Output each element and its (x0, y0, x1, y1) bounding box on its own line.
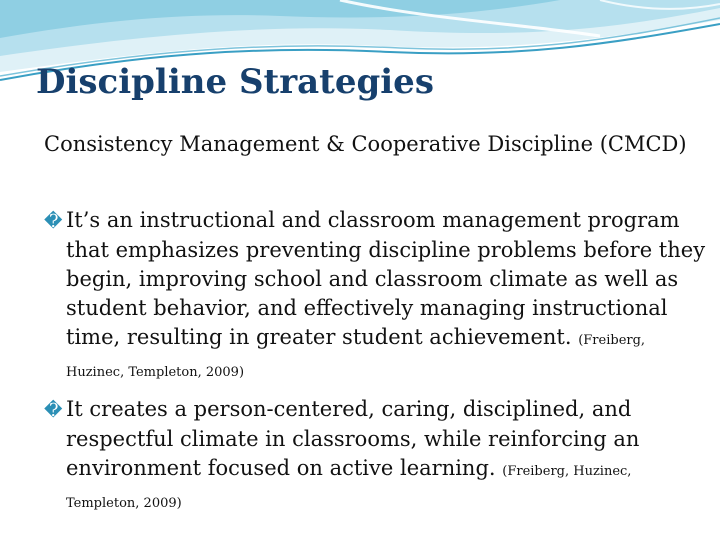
bullet-marker-icon: � (44, 211, 63, 232)
bullet-item (44, 206, 706, 387)
slide-subheading: Consistency Management & Cooperative Discipline (CMCD) (44, 132, 687, 156)
bullet-text: It creates a person-centered, caring, disciplined, and respectful climate in classrooms, while reinforcing an environment focused on active learning. (66, 397, 640, 480)
bullet-text: It’s an instructional and classroom management program that emphasizes preventing discipline problems before they begin, improving school and classroom climate as well as student behavior, and effectively managing instructional time, resulting in greater student achievement. (66, 208, 706, 349)
bullet-citation: (Freiberg, Huzinec, Templeton, 2009) (66, 333, 646, 380)
bullet-item (44, 395, 706, 518)
slide-title: Discipline Strategies (36, 62, 434, 102)
bullet-citation: (Freiberg, Huzinec, Templeton, 2009) (66, 464, 632, 511)
bullet-marker-icon: � (44, 400, 63, 421)
